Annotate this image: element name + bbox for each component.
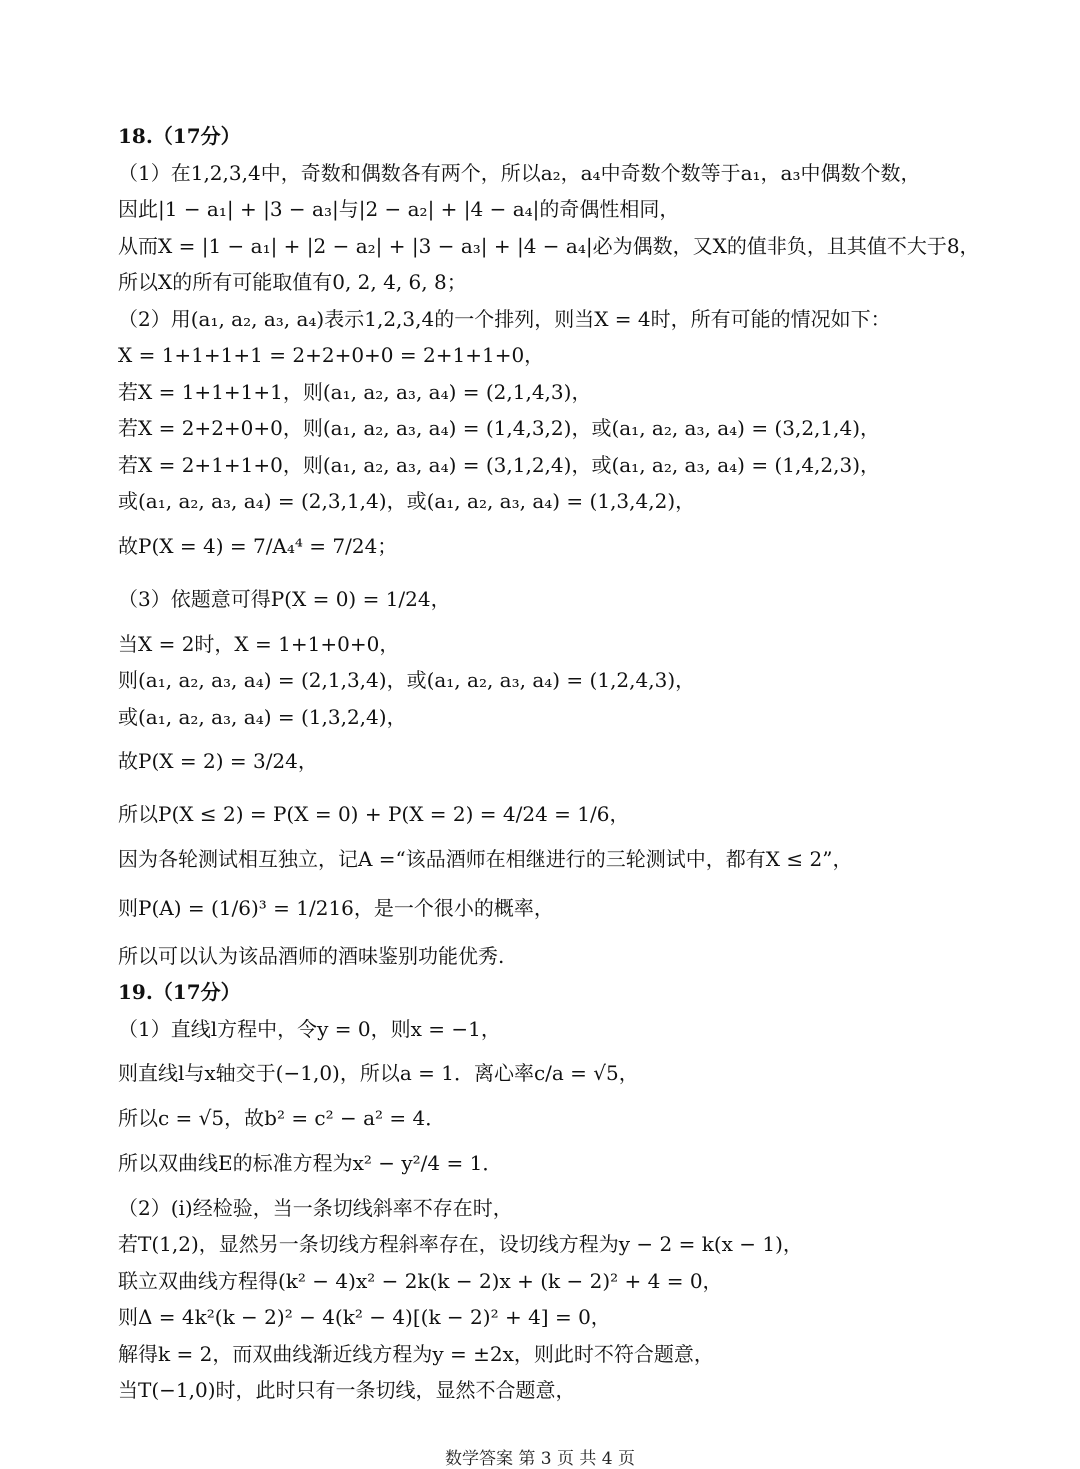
q18-line: 当X = 2时，X = 1+1+0+0， [118,631,400,656]
q18-line: 因为各轮测试相互独立，记A =“该品酒师在相继进行的三轮测试中，都有X ≤ 2”， [118,847,853,871]
q18-line: 所以P(X ≤ 2) = P(X = 0) + P(X = 2) = 4/24 = 1/6， [118,802,630,826]
q18-line: 因此|1 − a₁| + |3 − a₃|与|2 − a₂| + |4 − a₄|的奇偶性相同， [118,197,680,221]
question-18-header: 18.（17分） [118,124,241,148]
q19-line: （1）直线l方程中，令y = 0，则x = −1， [118,1016,501,1041]
q18-line: X = 1+1+1+1 = 2+2+0+0 = 2+1+1+0， [118,343,545,367]
q18-line: 若X = 2+2+0+0，则(a₁, a₂, a₃, a₄) = (1,4,3,2)，或(a₁, a₂, a₃, a₄) = (3,2,1,4)， [118,416,881,440]
q18-line: （1）在1,2,3,4中，奇数和偶数各有两个，所以a₂，a₄中奇数个数等于a₁，a₃中偶数个数， [118,160,921,185]
q18-line: 故P(X = 4) = 7/A₄⁴ = 7/24； [118,533,398,558]
q18-line: 若X = 2+1+1+0，则(a₁, a₂, a₃, a₄) = (3,1,2,4)，或(a₁, a₂, a₃, a₄) = (1,4,2,3)， [118,452,881,477]
q18-line: 若X = 1+1+1+1，则(a₁, a₂, a₃, a₄) = (2,1,4,3)， [118,379,592,404]
q18-line: 从而X = |1 − a₁| + |2 − a₂| + |3 − a₃| + |4 − a₄|必为偶数，又X的值非负，且其值不大于8， [118,233,980,258]
q19-line: 解得k = 2，而双曲线渐近线方程为y = ±2x，则此时不符合题意， [118,1341,714,1366]
answer-content [118,118,998,1409]
question-19-header: 19.（17分） [118,980,241,1004]
q18-line: 所以可以认为该品酒师的酒味鉴别功能优秀. [118,943,505,968]
q18-line: 或(a₁, a₂, a₃, a₄) = (2,3,1,4)，或(a₁, a₂, a₃, a₄) = (1,3,4,2)， [118,489,696,513]
q18-line: 故P(X = 2) = 3/24， [118,749,318,773]
q18-line: 则P(A) = (1/6)³ = 1/216，是一个很小的概率， [118,895,554,920]
q19-line: 则直线l与x轴交于(−1,0)，所以a = 1．离心率c/a = √5， [118,1061,639,1085]
q18-line: （2）用(a₁, a₂, a₃, a₄)表示1,2,3,4的一个排列，则当X = 4时，所有可能的情况如下： [118,306,891,331]
q19-line: 则Δ = 4k²(k − 2)² − 4(k² − 4)[(k − 2)² + 4] = 0， [118,1305,611,1329]
q19-line: 所以双曲线E的标准方程为x² − y²/4 = 1． [118,1150,503,1175]
q19-line: （2）(i)经检验，当一条切线斜率不存在时， [118,1195,513,1220]
q18-line: 所以X的所有可能取值有0, 2, 4, 6, 8； [118,270,467,294]
page-footer: 数学答案 第 3 页 共 4 页 [444,1449,636,1469]
q18-line: 或(a₁, a₂, a₃, a₄) = (1,3,2,4)， [118,704,407,729]
q19-line: 若T(1,2)，显然另一条切线方程斜率存在，设切线方程为y − 2 = k(x − 1)， [118,1232,803,1256]
q19-line: 当T(−1,0)时，此时只有一条切线，显然不合题意， [118,1378,576,1402]
q18-line: 则(a₁, a₂, a₃, a₄) = (2,1,3,4)，或(a₁, a₂, a₃, a₄) = (1,2,4,3)， [118,668,696,692]
q19-line: 所以c = √5，故b² = c² − a² = 4． [118,1106,446,1130]
q18-line: （3）依题意可得P(X = 0) = 1/24， [118,586,451,611]
q19-line: 联立双曲线方程得(k² − 4)x² − 2k(k − 2)x + (k − 2)² + 4 = 0， [118,1268,723,1293]
